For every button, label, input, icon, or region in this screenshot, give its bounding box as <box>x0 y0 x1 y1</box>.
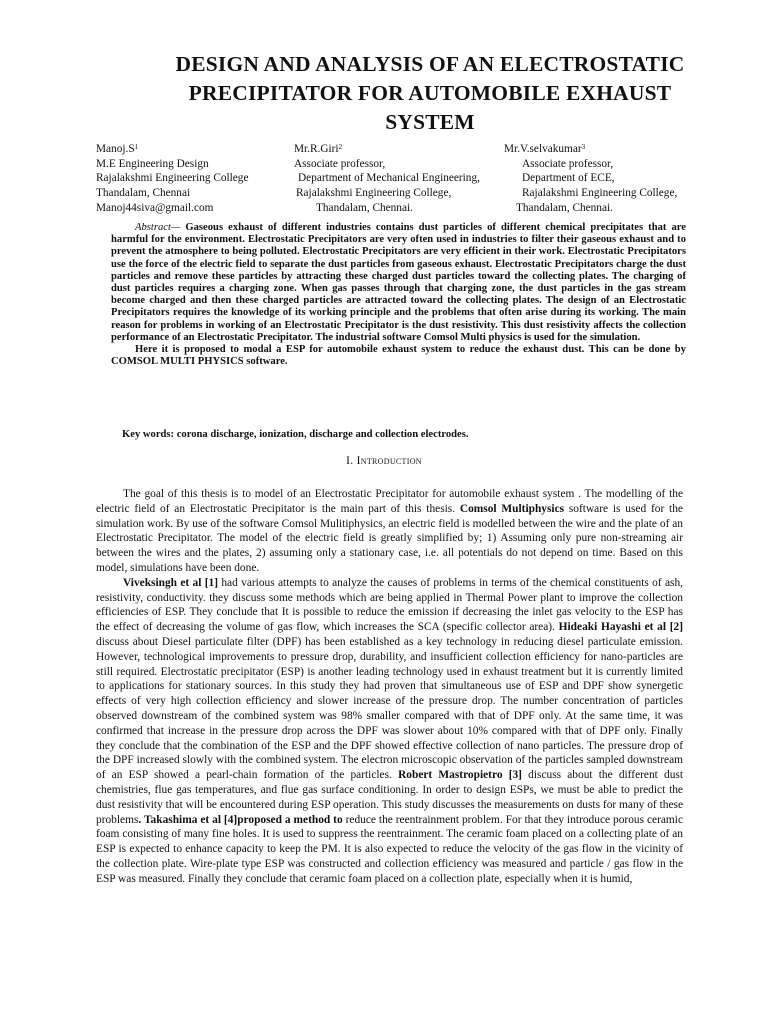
section-number: I. <box>346 455 357 467</box>
author-name: Mr.V.selvakumar$^3$ <box>504 143 586 155</box>
author-affiliation-line: Rajalakshmi Engineering College, <box>296 187 452 200</box>
introduction-body <box>96 487 683 887</box>
software-name: Comsol Multiphysics <box>459 502 565 515</box>
citation-ref: Robert Mastropietro [3] <box>398 769 522 782</box>
author-affiliation-line: Department of Mechanical Engineering, <box>298 172 480 185</box>
section-heading <box>0 455 768 467</box>
abstract-text: Gaseous exhaust of different industries contains dust particles of different chemical precipitates that are harmful for the environment. Electrostatic Precipitators are very often used in industries to filter their gaseous exhaust and to prevent the atmosphere to being polluted. Electrostatic Precipitators are very efficient in their work. Electrostatic Precipitators use the force of the electric field to separate the dust particles from gaseous exhaust. Electrostatic Precipitators charge the dust particles and remove these particles by attracting these charged dust particles toward the collecting plates. The charging of dust particles requires a charging zone. When gas passes through that charging zone, the dust particles in the gas stream become charged and then these charged particles are attracted toward the collecting plates. The design of an Electrostatic Precipitators requires the knowledge of its working principle and the problems that often arise during its working. The main reason for problems in working of an Electrostatic Precipitator is the dust resistivity. This dust resistivity affects the collection performance of an Electrostatic Precipitator. The industrial software Comsol Multi physics is used for the simulation. <box>111 222 686 343</box>
author-2 <box>294 142 480 216</box>
title-line-3: SYSTEM <box>385 110 475 134</box>
citation-ref: Takashima et al [4]proposed a method to <box>141 813 343 826</box>
body-paragraph: Viveksingh et al [1] had various attempts to analyze the causes of problems in terms of the chemical constituents of ash, resistivity, conductivity. they discuss some methods which are being applied in Thermal Power plant to improve the collection efficiencies of ESP. They conclude that It is possible to reduce the emission if decreasing the inlet gas velocity to the ESP has the effect of decreasing the volume of gas flow, which increases the SCA (specific collector area). Hideaki Hayashi et al [2] discuss about Diesel particulate filter (DPF) has been established as a key technology in reducing diesel particulate emission. However, technological improvements to pressure drop, durability, and insufficient collection efficiency for nano-particles are still required. Electrostatic precipitator (ESP) is another leading technology used in exhaust treatment but it is currently limited to applications for stationary sources. In this study they had proven that simultaneous use of ESP and DPF show synergetic effects of very high collection efficiency and slower increase of the pressure drop. The number concentration of particles observed downstream of the combined system was 98% smaller compared with that of DPF only. At the same time, it was confirmed that increase in the pressure drop across the DPF was slower about 10% compared with that of DPF only. Finally they conclude that the combination of the ESP and the DPF showed effective collection of nano particles. The pressure drop of the DPF increased slowly with the combined system. The electron microscopic observation of the particles sampled downstream of an ESP showed a pearl-chain formation of the particles. Robert Mastropietro [3] discuss about the different dust chemistries, flue gas temperatures, and flue gas surface conditioning. In order to design ESPs, we must be able to predict the dust resistivity that will be encountered during ESP operation. This study discusses the measurements on dusts for many of these problems. Takashima et al [4]proposed a method to reduce the reentrainment problem. For that they introduce porous ceramic foam consisting of many fine holes. It is used to suppress the reentrainment. The ceramic foam placed on a collecting plate of an ESP is expected to enhance capacity to keep the PM. It is also expected to reduce the velocity of the gas flow in the vicinity of the collection plate. Wire-plate type ESP was constructed and collection efficiency was measured and particle / gas flow in the ESP was measured. Finally they conclude that ceramic foam placed on a collection plate, especially when it is humid, <box>96 576 683 885</box>
abstract-paragraph-2: Here it is proposed to modal a ESP for automobile exhaust system to reduce the exhaust dust. This can be done by COMSOL MULTI PHYSICS software. <box>111 344 686 368</box>
section-title: Introduction <box>356 455 422 467</box>
author-affiliation-line: M.E Engineering Design <box>96 157 209 170</box>
author-3 <box>504 142 677 216</box>
title-line-1: DESIGN AND ANALYSIS OF AN ELECTROSTATIC <box>175 52 685 76</box>
author-name: Mr.R.Giri$^2$ <box>294 143 343 155</box>
citation-ref: Hideaki Hayashi et al [2] <box>558 621 683 634</box>
title-line-2: PRECIPITATOR FOR AUTOMOBILE EXHAUST <box>188 81 672 105</box>
author-affiliation-line: Thandalam, Chennai. <box>316 201 413 214</box>
citation-ref: Viveksingh et al [1] <box>123 576 219 589</box>
abstract-paragraph <box>111 222 686 344</box>
body-paragraph: The goal of this thesis is to model of an Electrostatic Precipitator for automobile exhaust system . The modelling of the electric field of an Electrostatic Precipitator is the main part of this thesis. Comsol Multiphysics software is used for the simulation work. By use of the software Comsol Mulitiphysics, an electric field is modelled between the wire and the plate of an Electrostatic Precipitator. The model of the electric field is greatly simplified by; 1) Assuming only pure non-streaming air between the wires and the plates, 2) assuming only a stationary case, i.e. all potentials do not depend on time. Based on this model, simulations have been done. <box>96 488 683 574</box>
author-affiliation-line: Thandalam, Chennai. <box>516 201 613 214</box>
author-email: Manoj44siva@gmail.com <box>96 201 214 214</box>
author-affiliation-line: Associate professor, <box>522 157 614 170</box>
author-affiliation-line: Rajalakshmi Engineering College, <box>522 187 678 200</box>
author-name: $Manoj.S^1$ <box>96 143 139 155</box>
paper-title <box>110 50 750 137</box>
author-affiliation-line: Thandalam, Chennai <box>96 187 191 200</box>
author-affiliation-line: Associate professor, <box>294 157 386 170</box>
keywords: Key words: corona discharge, ionization, discharge and collection electrodes. <box>122 429 469 440</box>
author-affiliation-line: Department of ECE, <box>522 172 615 185</box>
abstract-label: Abstract— <box>135 222 181 233</box>
author-1 <box>96 142 248 216</box>
author-affiliation-line: Rajalakshmi Engineering College <box>96 172 249 185</box>
abstract <box>111 222 686 368</box>
